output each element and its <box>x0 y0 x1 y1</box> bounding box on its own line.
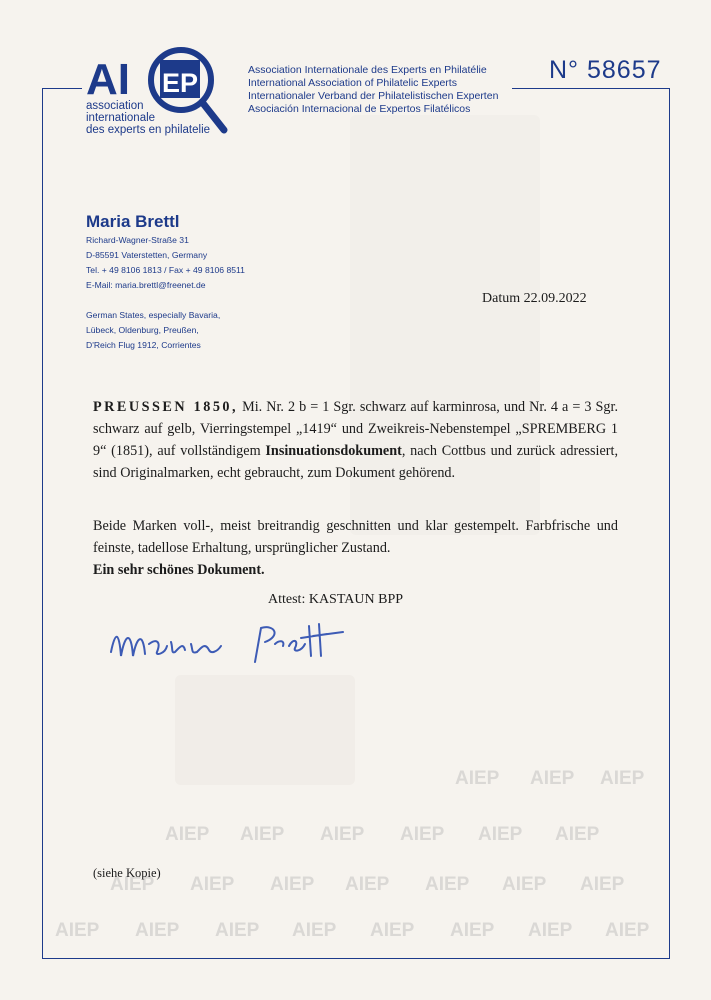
description-paragraph <box>93 396 618 484</box>
address-line: Tel. + 49 8106 1813 / Fax + 49 8106 8511 <box>86 265 245 275</box>
address-line: Richard-Wagner-Straße 31 <box>86 235 189 245</box>
watermark: AIEP <box>455 768 500 789</box>
frame-top-right <box>512 88 669 89</box>
watermark: AIEP <box>478 824 523 845</box>
attest-line: Attest: KASTAUN BPP <box>268 592 404 607</box>
watermark: AIEP <box>605 920 650 941</box>
frame-left <box>42 88 43 958</box>
certificate-date: Datum 22.09.2022 <box>482 291 587 306</box>
description-text-b: , nach Cottbus und zurück adressiert, sind Originalmarken, echt gebraucht, zum Dokument gehörend. <box>93 443 619 481</box>
expert-name: Maria Brettl <box>86 212 180 231</box>
document-type: Insinuationsdokument <box>265 443 402 459</box>
frame-top-left <box>42 88 82 89</box>
logo-line: association <box>86 100 144 112</box>
specialty-line: Lübeck, Oldenburg, Preußen, <box>86 325 199 335</box>
watermark: AIEP <box>528 920 573 941</box>
watermark: AIEP <box>450 920 495 941</box>
association-name-es: Asociación Internacional de Expertos Filatélicos <box>248 103 471 115</box>
country-year: PREUSSEN 1850, <box>93 399 239 415</box>
association-name-fr: Association Internationale des Experts en Philatélie <box>248 64 487 76</box>
watermark: AIEP <box>502 874 547 895</box>
logo-subtitle <box>86 100 210 136</box>
association-name-de: Internationaler Verband der Philatelistischen Experten <box>248 90 499 102</box>
watermark: AIEP <box>55 920 100 941</box>
condition-summary: Ein sehr schönes Dokument. <box>93 562 265 578</box>
specialty-line: D'Reich Flug 1912, Corrientes <box>86 340 201 350</box>
specialty-line: German States, especially Bavaria, <box>86 310 221 320</box>
watermark: AIEP <box>370 920 415 941</box>
watermark: AIEP <box>345 874 390 895</box>
logo-letters-ai: AI <box>86 55 130 104</box>
frame-bottom <box>42 958 670 959</box>
frame-right <box>669 88 670 958</box>
watermark: AIEP <box>240 824 285 845</box>
svg-text:EP: EP <box>162 68 199 98</box>
watermark: AIEP <box>165 824 210 845</box>
watermark: AIEP <box>555 824 600 845</box>
condition-paragraph <box>93 515 618 581</box>
copy-note: (siehe Kopie) <box>93 866 161 880</box>
watermark: AIEP <box>270 874 315 895</box>
watermark: AIEP <box>530 768 575 789</box>
watermark: AIEP <box>135 920 180 941</box>
signature-icon <box>105 612 365 672</box>
logo-line: des experts en philatelie <box>86 124 211 136</box>
association-names <box>248 64 498 116</box>
watermark: AIEP <box>110 874 155 895</box>
watermark: AIEP <box>292 920 337 941</box>
condition-text: Beide Marken voll-, meist breitrandig geschnitten und klar gestempelt. Farbfrische und feinste, tadellose Erhaltung, ursprünglicher Zustand. <box>93 518 618 556</box>
ghost-impression-mid <box>175 675 355 785</box>
watermark: AIEP <box>400 824 445 845</box>
watermark: AIEP <box>215 920 260 941</box>
expert-address <box>86 233 245 293</box>
watermark: AIEP <box>580 874 625 895</box>
association-name-en: International Association of Philatelic Experts <box>248 77 457 89</box>
certificate-number: N° 58657 <box>549 56 662 84</box>
description-text-a: Mi. Nr. 2 b = 1 Sgr. schwarz auf karminrosa, und Nr. 4 a = 3 Sgr. schwarz auf gelb, Vierringstempel „1419“ und Zweikreis-Nebenstempel „SPREMBERG 1 9“ (1851), auf vollständigem <box>93 399 618 459</box>
watermark: AIEP <box>425 874 470 895</box>
watermark: AIEP <box>600 768 645 789</box>
watermark: AIEP <box>190 874 235 895</box>
expert-specialty <box>86 308 220 353</box>
watermark: AIEP <box>320 824 365 845</box>
address-line: E-Mail: maria.brettl@freenet.de <box>86 280 206 290</box>
address-line: D-85591 Vaterstetten, Germany <box>86 250 208 260</box>
logo-line: internationale <box>86 112 156 124</box>
